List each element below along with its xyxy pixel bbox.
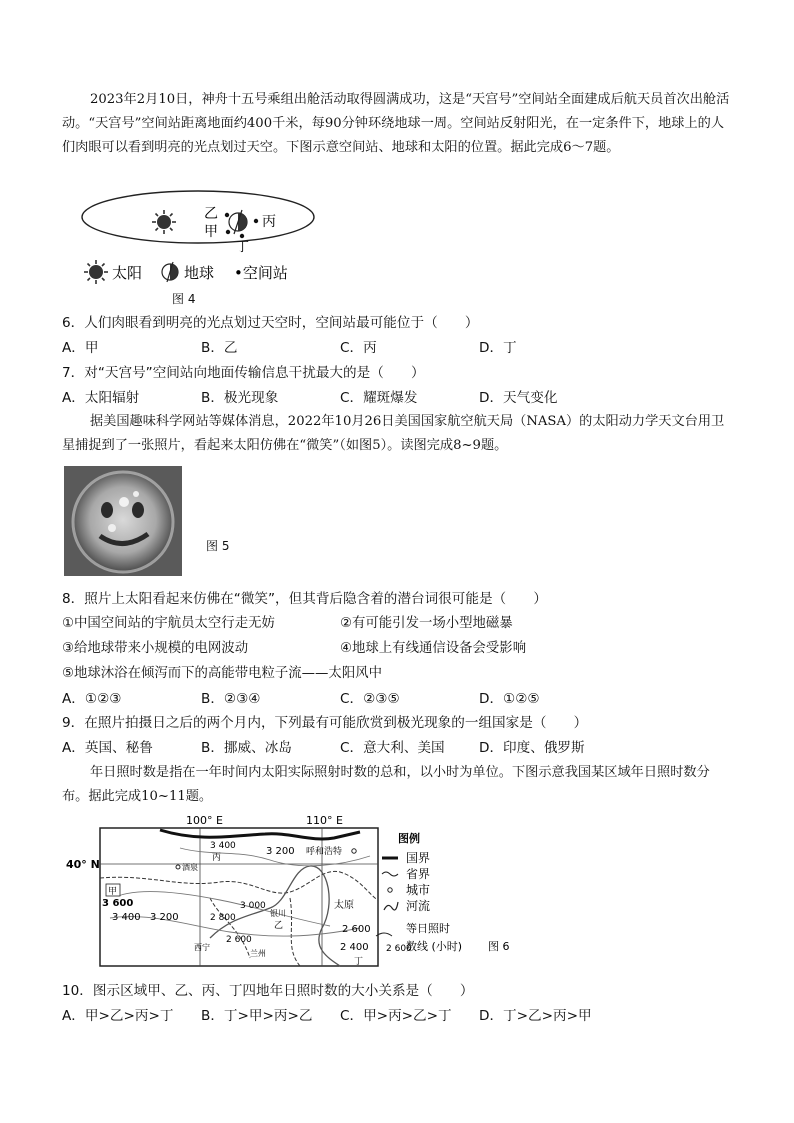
station-point-ding	[240, 234, 244, 238]
city-taiyuan: 太原	[334, 900, 354, 911]
q8-option-a[interactable]: A．①②③	[62, 691, 122, 707]
q10-option-a[interactable]: A．甲>乙>丙>丁	[62, 1008, 174, 1024]
value-2600-c: 2 600	[386, 944, 412, 954]
question-7-stem: 7．对“天宫号”空间站向地面传输信息干扰最大的是（ ）	[62, 365, 425, 381]
lon-label-110e: 110° E	[306, 814, 343, 827]
legend-title: 图例	[398, 832, 420, 845]
q6-option-c[interactable]: C．丙	[340, 340, 377, 356]
question-9-stem: 9．在照片拍摄日之后的两个月内，下列最有可能欣赏到极光现象的一组国家是（ ）	[62, 715, 588, 731]
legend-country-border: 国界	[406, 851, 431, 865]
position-label-yi: 乙	[204, 206, 218, 222]
position-label-bing: 丙	[262, 214, 276, 230]
q7-option-b[interactable]: B．极光现象	[201, 390, 279, 406]
region-jia: 甲	[108, 887, 118, 897]
sun-icon	[152, 210, 176, 234]
question-6-stem: 6．人们肉眼看到明亮的光点划过天空时，空间站最可能位于（ ）	[62, 315, 479, 331]
lat-label-40n: 40° N	[66, 858, 100, 871]
legend-earth-icon	[162, 262, 178, 282]
figure-6-sunshine-map	[60, 808, 530, 968]
q10-option-c[interactable]: C．甲>丙>乙>丁	[340, 1008, 452, 1024]
q6-option-d[interactable]: D．丁	[479, 340, 517, 356]
region-bing: 丙	[212, 853, 222, 863]
value-2400: 2 400	[340, 942, 369, 953]
q9-option-b[interactable]: B．挪威、冰岛	[201, 740, 292, 756]
position-label-jia: 甲	[204, 224, 218, 240]
q8-statement-3: ③给地球带来小规模的电网波动	[62, 641, 249, 656]
figure-5-caption: 图 5	[206, 539, 230, 553]
figure-4-caption: 图 4	[172, 292, 196, 306]
q7-option-a[interactable]: A．太阳辐射	[62, 390, 140, 406]
legend-earth-label: 地球	[184, 264, 215, 282]
orbit-ellipse	[82, 191, 314, 243]
value-2600-b: 2 600	[342, 924, 371, 935]
city-yinchuan: 银川	[270, 909, 286, 918]
q8-statement-5: ⑤地球沐浴在倾泻而下的高能带电粒子流——太阳风中	[62, 666, 382, 681]
q8-statement-4: ④地球上有线通信设备会受影响	[340, 641, 527, 656]
region-ding: 丁	[354, 957, 364, 967]
lon-label-100e: 100° E	[186, 814, 223, 827]
q7-option-d[interactable]: D．天气变化	[479, 390, 558, 406]
station-point-jia	[226, 230, 230, 234]
question-10-stem: 10．图示区域甲、乙、丙、丁四地年日照时数的大小关系是（ ）	[62, 983, 474, 999]
value-3200-b: 3 200	[150, 912, 179, 923]
legend-sun-icon	[84, 260, 108, 284]
q9-option-d[interactable]: D．印度、俄罗斯	[479, 740, 585, 756]
q6-option-a[interactable]: A．甲	[62, 340, 99, 356]
q8-statement-1: ①中国空间站的宇航员太空行走无妨	[62, 616, 275, 631]
intro-paragraph-1: 2023年2月10日，神舟十五号乘组出舱活动取得圆满成功，这是“天宫号”空间站全面建成后航天员首次出舱活动。“天宫号”空间站距离地面约400千米，每90分钟环绕地球一周。空间站反射阳光，在一定条件下，地球上的人们肉眼可以看到明亮的光点划过天空。下图示意空间站、地球和太阳的位置。据此完成6～7题。	[62, 92, 730, 155]
q7-option-c[interactable]: C．耀斑爆发	[340, 390, 418, 406]
region-yi: 乙	[274, 921, 284, 931]
q6-option-b[interactable]: B．乙	[201, 340, 238, 356]
question-8-stem: 8．照片上太阳看起来仿佛在“微笑”，但其背后隐含着的潜台词很可能是（ ）	[62, 591, 547, 607]
q8-option-d[interactable]: D．①②⑤	[479, 691, 540, 707]
q8-option-c[interactable]: C．②③⑤	[340, 691, 400, 707]
figure-6-caption: 图 6	[488, 940, 510, 953]
value-2800: 2 800	[210, 913, 236, 923]
q8-statement-2: ②有可能引发一场小型地磁暴	[340, 616, 513, 631]
q9-option-a[interactable]: A．英国、秘鲁	[62, 740, 153, 756]
legend-river: 河流	[406, 899, 431, 913]
value-3000: 3 000	[240, 901, 266, 911]
legend-station-label: •空间站	[234, 264, 288, 282]
city-lanzhou: 兰州	[250, 949, 266, 958]
q10-option-b[interactable]: B．丁>甲>丙>乙	[201, 1008, 313, 1024]
value-3200-a: 3 200	[266, 846, 295, 857]
intro-paragraph-2: 据美国趣味科学网站等媒体消息，2022年10月26日美国国家航空航天局（NASA）的太阳动力学天文台用卫星捕捉到了一张照片，看起来太阳仿佛在“微笑”（如图5）。读图完成8~9题。	[62, 414, 725, 453]
q10-option-d[interactable]: D．丁>乙>丙>甲	[479, 1008, 592, 1024]
figure-5-sun-photo	[64, 466, 182, 576]
question-10-options	[62, 1005, 734, 1027]
value-3400-b: 3 400	[112, 912, 141, 923]
question-7-options	[62, 387, 734, 409]
question-6-options	[62, 337, 734, 359]
value-2600-a: 2 600	[226, 935, 252, 945]
city-xining: 西宁	[194, 943, 210, 952]
station-point-bing	[254, 219, 258, 223]
city-hohhot: 呼和浩特	[306, 847, 343, 857]
figure-4-orbit-diagram	[78, 186, 328, 286]
question-8-options	[62, 688, 734, 710]
earth-icon	[229, 210, 247, 234]
legend-isoline-line1: 等日照时	[406, 922, 450, 935]
q9-option-c[interactable]: C．意大利、美国	[340, 740, 445, 756]
q8-option-b[interactable]: B．②③④	[201, 691, 261, 707]
station-point-yi	[225, 213, 229, 217]
position-label-ding: 丁	[236, 240, 250, 255]
legend-province-border: 省界	[406, 867, 431, 881]
value-3400-a: 3 400	[210, 841, 236, 851]
legend-sun-label: 太阳	[112, 264, 143, 282]
city-jiuquan: 酒泉	[182, 863, 198, 872]
intro-paragraph-3: 年日照时数是指在一年时间内太阳实际照射时数的总和，以小时为单位。下图示意我国某区域年日照时数分布。据此完成10~11题。	[62, 765, 710, 804]
sun-image-icon	[64, 466, 182, 576]
question-9-options	[62, 737, 734, 759]
legend-city: 城市	[406, 883, 431, 897]
legend-isoline-line2: 数线 (小时)	[406, 940, 463, 953]
value-3600: 3 600	[102, 898, 134, 909]
